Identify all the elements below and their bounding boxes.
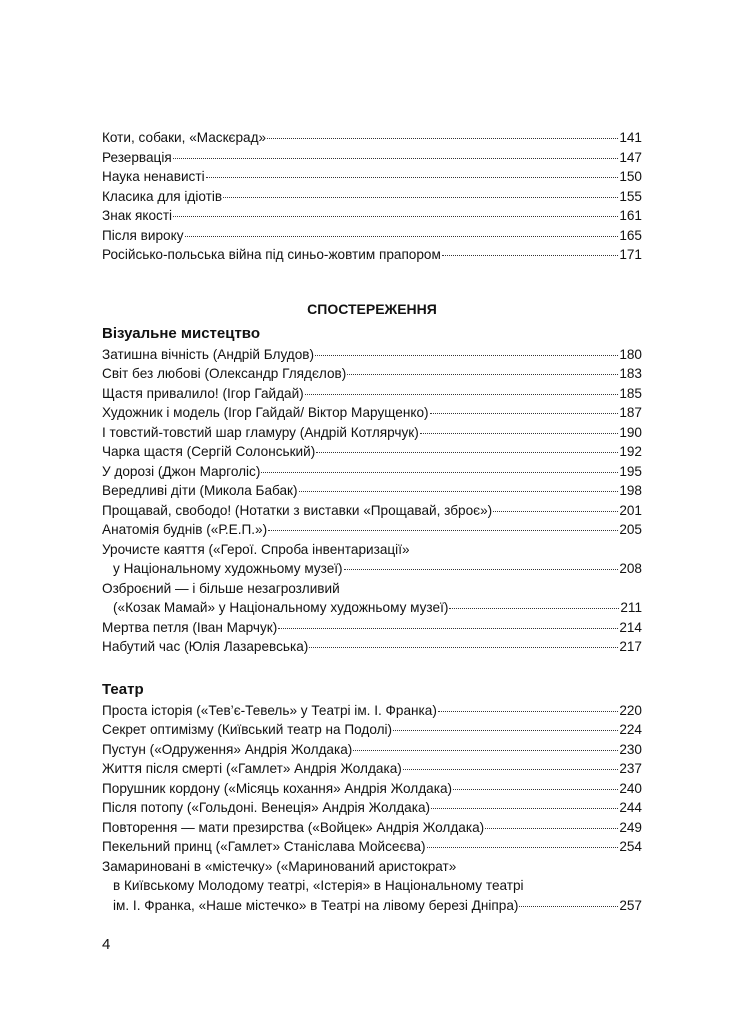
entry-page: 237 — [619, 761, 642, 776]
entry-title: Затишна вічність (Андрій Блудов) — [102, 346, 315, 362]
entry-title: Проста історія («Тев’є-Тевель» у Театрі ім. І. Франка) — [102, 702, 437, 718]
dot-leader — [173, 216, 618, 217]
dot-leader — [485, 828, 618, 829]
entry-title: («Козак Мамай» у Національному художньому музеї) — [113, 600, 449, 615]
entry-page: 183 — [619, 366, 642, 381]
toc-entry[interactable] — [102, 818, 642, 838]
entry-page: 254 — [619, 839, 642, 854]
dot-leader — [299, 491, 619, 492]
toc-entry[interactable] — [102, 167, 642, 187]
entry-page: 244 — [619, 800, 642, 815]
dot-leader — [315, 355, 618, 356]
entry-page: 161 — [619, 208, 642, 223]
entry-page: 190 — [619, 424, 642, 440]
entry-title: Резервація — [102, 149, 172, 165]
entry-title: Наука ненависті — [102, 169, 205, 184]
dot-leader — [427, 847, 619, 848]
entry-title-line: Озброєний — і більше незагрозливий — [102, 580, 340, 596]
entry-title: Вередливі діти (Микола Бабак) — [102, 483, 298, 498]
entry-title-continuation — [102, 559, 642, 579]
toc-entry[interactable] — [102, 481, 642, 501]
dot-leader — [206, 177, 619, 178]
entry-title: Повторення — мати презирства («Войцек» Андрія Жолдака) — [102, 819, 485, 835]
entry-title: Пекельний принц («Гамлет» Станіслава Мойсеєва) — [102, 839, 426, 854]
toc-entry[interactable] — [102, 720, 642, 740]
toc-entry[interactable] — [102, 618, 642, 638]
toc-entry[interactable] — [102, 245, 642, 265]
entry-page: 150 — [619, 169, 642, 184]
toc-entry-multiline[interactable] — [102, 540, 642, 579]
dot-leader — [261, 472, 618, 473]
entry-title: Життя після смерті («Гамлет» Андрія Жолдака) — [102, 761, 402, 776]
entry-page: 224 — [619, 722, 642, 737]
toc-entry[interactable] — [102, 403, 642, 423]
entry-page: 171 — [619, 247, 642, 262]
toc-entry[interactable] — [102, 442, 642, 462]
entry-title: Мертва петля (Іван Марчук) — [102, 619, 278, 635]
entry-title: Світ без любові (Олександр Глядєлов) — [102, 366, 347, 381]
entry-title: Після потопу («Гольдоні. Венеція» Андрія Жолдака) — [102, 800, 431, 815]
toc-entry[interactable] — [102, 740, 642, 760]
entry-page: 185 — [619, 385, 642, 401]
entry-page: 208 — [619, 561, 642, 576]
entry-page: 201 — [619, 502, 642, 518]
dot-leader — [449, 608, 619, 609]
entry-title: Порушник кордону («Місяць кохання» Андрія Жолдака) — [102, 780, 453, 796]
toc-entry[interactable] — [102, 187, 642, 207]
toc-entry[interactable] — [102, 226, 642, 246]
dot-leader — [403, 769, 619, 770]
entry-title: Коти, собаки, «Маскєрад» — [102, 130, 267, 145]
dot-leader — [353, 750, 618, 751]
entry-page: 195 — [619, 463, 642, 479]
toc-entry-multiline[interactable] — [102, 857, 642, 916]
entry-page: 147 — [619, 149, 642, 165]
dot-leader — [344, 569, 619, 570]
dot-leader — [493, 511, 618, 512]
entry-title: у Національному художньому музеї) — [113, 561, 343, 576]
dot-leader — [438, 711, 618, 712]
entry-page: 205 — [619, 522, 642, 537]
entry-page: 211 — [620, 600, 642, 615]
toc-entry[interactable] — [102, 148, 642, 168]
entry-title: Набутий час (Юлія Лазаревська) — [102, 639, 309, 654]
entry-title: Чарка щастя (Сергій Солонський) — [102, 444, 316, 459]
dot-leader — [420, 433, 619, 434]
dot-leader — [173, 158, 619, 159]
toc-entry[interactable] — [102, 520, 642, 540]
entry-page: 257 — [619, 897, 642, 913]
toc-theatre-list — [102, 701, 642, 916]
page-number: 4 — [102, 936, 111, 953]
subsection-heading-theatre: Театр — [102, 680, 144, 698]
dot-leader — [453, 789, 618, 790]
entry-title-line: в Київському Молодому театрі, «Істерія» в Національному театрі — [113, 878, 524, 893]
toc-entry[interactable] — [102, 423, 642, 443]
entry-page: 198 — [619, 483, 642, 498]
entry-title-continuation — [102, 896, 642, 916]
toc-entry[interactable] — [102, 501, 642, 521]
toc-entry[interactable] — [102, 779, 642, 799]
entry-page: 155 — [619, 188, 642, 204]
toc-entry[interactable] — [102, 462, 642, 482]
entry-title: ім. І. Франка, «Наше містечко» в Театрі на лівому березі Дніпра) — [113, 897, 519, 913]
toc-entry[interactable] — [102, 364, 642, 384]
entry-title: Після вироку — [102, 227, 184, 243]
entry-page: 240 — [619, 780, 642, 796]
dot-leader — [519, 906, 618, 907]
dot-leader — [347, 374, 618, 375]
dot-leader — [268, 530, 618, 531]
entry-title: У дорозі (Джон Марголіс) — [102, 463, 261, 479]
dot-leader — [309, 647, 618, 648]
entry-page: 217 — [619, 639, 642, 654]
entry-page: 230 — [619, 741, 642, 757]
dot-leader — [267, 138, 618, 139]
entry-title-line: Урочисте каяття («Герої. Спроба інвентаризації» — [102, 541, 410, 557]
entry-title: Прощавай, свободо! (Нотатки з виставки «Прощавай, зброє») — [102, 502, 493, 518]
toc-entry[interactable] — [102, 206, 642, 226]
dot-leader — [393, 730, 618, 731]
toc-entry[interactable] — [102, 759, 642, 779]
dot-leader — [185, 236, 619, 237]
entry-page: 220 — [619, 702, 642, 718]
entry-page: 214 — [619, 619, 642, 635]
toc-top-list — [102, 128, 642, 265]
toc-entry[interactable] — [102, 701, 642, 721]
entry-title: Російсько-польська війна під синьо-жовтим прапором — [102, 247, 441, 262]
entry-title: Класика для ідіотів — [102, 188, 223, 204]
section-heading: СПОСТЕРЕЖЕННЯ — [307, 300, 437, 317]
entry-title: Художник і модель (Ігор Гайдай/ Віктор Марущенко) — [102, 405, 429, 420]
entry-title-continuation — [102, 598, 642, 618]
entry-title: Пустун («Одруження» Андрія Жолдака) — [102, 741, 353, 757]
entry-title: І товстий-товстий шар гламуру (Андрій Котлярчук) — [102, 424, 419, 440]
toc-entry[interactable] — [102, 798, 642, 818]
entry-title: Анатомія буднів («Р.Е.П.») — [102, 522, 268, 537]
entry-title: Щастя привалило! (Ігор Гайдай) — [102, 385, 304, 401]
entry-title: Знак якості — [102, 208, 173, 223]
toc-entry[interactable] — [102, 637, 642, 657]
entry-page: 249 — [619, 819, 642, 835]
dot-leader — [442, 255, 618, 256]
entry-page: 141 — [619, 130, 642, 145]
toc-entry[interactable] — [102, 128, 642, 148]
toc-entry[interactable] — [102, 837, 642, 857]
toc-entry-multiline[interactable] — [102, 579, 642, 618]
dot-leader — [430, 413, 619, 414]
entry-title-line: Замариновані в «містечку» («Маринований аристократ» — [102, 858, 457, 874]
dot-leader — [316, 452, 618, 453]
entry-page: 180 — [619, 346, 642, 362]
entry-page: 192 — [619, 444, 642, 459]
dot-leader — [431, 808, 618, 809]
toc-entry[interactable] — [102, 384, 642, 404]
table-of-contents — [102, 128, 642, 915]
toc-entry[interactable] — [102, 345, 642, 365]
dot-leader — [305, 394, 619, 395]
entry-page: 187 — [619, 405, 642, 420]
toc-visual-art-list — [102, 345, 642, 657]
dot-leader — [278, 628, 618, 629]
entry-page: 165 — [619, 227, 642, 243]
entry-title: Секрет оптимізму (Київський театр на Подолі) — [102, 722, 393, 737]
dot-leader — [223, 197, 618, 198]
subsection-heading-visual-art: Візуальне мистецтво — [102, 324, 260, 342]
